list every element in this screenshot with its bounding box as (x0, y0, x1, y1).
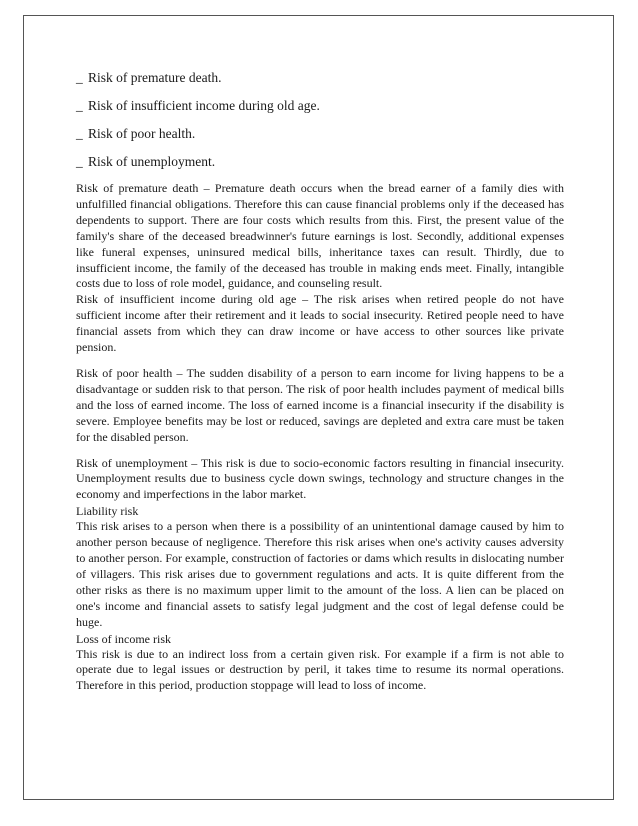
bullet-mark: _ (76, 70, 83, 85)
bullet-item-poor-health (76, 126, 564, 142)
document-body (76, 70, 564, 694)
bullet-mark: _ (76, 154, 83, 169)
bullet-mark: _ (76, 126, 83, 141)
bullet-text: Risk of insufficient income during old age. (88, 98, 320, 113)
paragraph-premature-death: Risk of premature death – Premature death occurs when the bread earner of a family dies with unfulfilled financial obligations. Therefore this can cause financial problems only if the deceased has dependents to support. There are four costs which results from this. First, the present value of the family's share of the deceased breadwinner's future earnings is lost. Secondly, additional expenses like funeral expenses, uninsured medical bills, inheritance taxes can result. Thirdly, due to insufficient income, the family of the deceased has trouble in making ends meet. Finally, intangible costs due to loss of role model, guidance, and counseling result. (76, 181, 564, 291)
heading-loss-of-income-risk: Loss of income risk (76, 631, 171, 646)
heading-liability-risk: Liability risk (76, 504, 139, 519)
paragraph-old-age: Risk of insufficient income during old age – The risk arises when retired people do not have sufficient income after their retirement and it leads to social insecurity. Retired people need to have financial assets from which they can draw income or have access to other sources like private pension. (76, 292, 564, 355)
bullet-item-unemployment (76, 154, 564, 170)
bullet-mark: _ (76, 98, 83, 113)
paragraph-loss-of-income-risk: This risk is due to an indirect loss from a certain given risk. For example if a firm is not able to operate due to legal issues or destruction by peril, it takes time to resume its normal operations. Therefore in this period, production stoppage will lead to loss of income. (76, 646, 564, 693)
paragraph-poor-health: Risk of poor health – The sudden disability of a person to earn income for living happens to be a disadvantage or sudden risk to that person. The risk of poor health includes payment of medical bills and the loss of earned income. The loss of earned income is a financial insecurity if the disability is severe. Employee benefits may be lost or reduced, savings are depleted and extra care must be taken for the disabled person. (76, 365, 564, 444)
bullet-text: Risk of poor health. (88, 126, 196, 141)
bullet-text: Risk of premature death. (88, 70, 222, 85)
risk-bullet-list (76, 70, 564, 170)
bullet-text: Risk of unemployment. (88, 154, 216, 169)
bullet-item-premature-death (76, 70, 564, 86)
paragraph-liability-risk: This risk arises to a person when there is a possibility of an unintentional damage caused by him to another person because of negligence. Therefore this risk arises when one's activity causes adversity to another person. For example, construction of factories or dams which results in dislocating number of villagers. This risk arises due to government regulations and acts. It is quite different from the other risks as there is no maximum upper limit to the amount of the loss. A lien can be placed on one's income and financial assets to satisfy legal judgment and the cost of legal defense could be huge. (76, 519, 564, 629)
paragraph-unemployment: Risk of unemployment – This risk is due to socio-economic factors resulting in financial insecurity. Unemployment results due to business cycle down swings, technology and structure changes in the economy and imperfections in the labor market. (76, 455, 564, 502)
bullet-item-old-age (76, 98, 564, 114)
